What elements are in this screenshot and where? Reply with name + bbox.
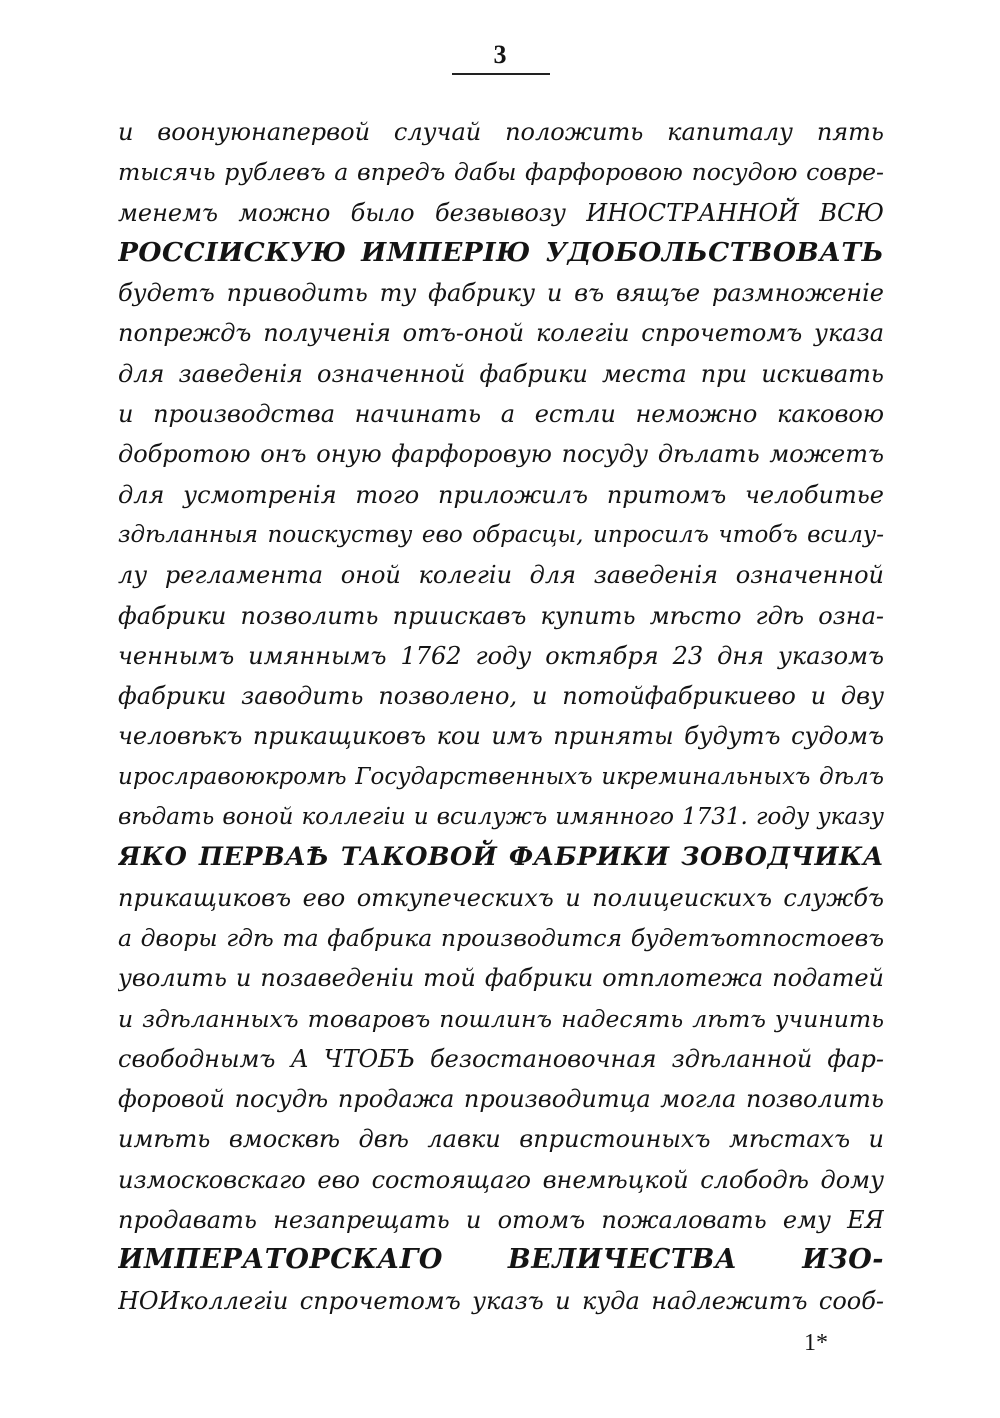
body-text xyxy=(118,112,884,1321)
text-line: менемъ можно было безвывозу ИНОСТРАННОЙ ВСЮ xyxy=(118,198,884,227)
text-line: тысячь рублевъ а впредъ дабы фарфоровою посудою совре- xyxy=(118,158,884,187)
text-line: будетъ приводить ту фабрику и въ вящъе размноженiе xyxy=(118,279,884,308)
text-line: форовой посудѣ продажа производитца могла позволить xyxy=(118,1085,884,1114)
text-line: здѣланныя поискуству ево обрасцы, ипросилъ чтобъ всилу- xyxy=(118,521,884,548)
text-line: ЯКО ПЕРВАѢ ТАКОВОЙ ФАБРИКИ ЗОВОДЧИКА xyxy=(118,842,884,873)
text-line: ирослравоюкромѣ Государственныхъ икреминальныхъ дѣлъ xyxy=(118,763,884,790)
text-line: лу регламента оной колегiи для заведенiя означенной xyxy=(118,561,884,590)
text-line: ченнымъ имяннымъ 1762 году октября 23 дня указомъ xyxy=(118,641,884,670)
text-line: добротою онъ оную фарфоровую посуду дѣлать можетъ xyxy=(118,440,884,469)
text-line: продавать незапрещать и отомъ пожаловать ему ЕЯ xyxy=(118,1206,884,1235)
header-rule xyxy=(452,73,550,75)
text-line: и здѣланныхъ товаровъ пошлинъ надесять лѣтъ учинить xyxy=(118,1004,884,1033)
text-line: фабрики заводить позволено, и потойфабрикиево и дву xyxy=(118,682,884,711)
text-line: для заведенiя означенной фабрики места при искивать xyxy=(118,359,884,388)
text-line: и воонуюнапервой случай положить капиталу пять xyxy=(118,118,884,146)
text-line: а дворы гдѣ та фабрика производится будетъотпостоевъ xyxy=(118,923,884,952)
signature-mark: 1* xyxy=(804,1330,828,1356)
text-line: для усмотренiя того приложилъ притомъ челобитье xyxy=(118,480,884,509)
text-line: фабрики позволить приискавъ купить мѣсто гдѣ озна- xyxy=(118,601,884,630)
text-line: НОИколлегiи спрочетомъ указъ и куда надлежитъ сооб- xyxy=(118,1286,884,1315)
text-line: вѣдать воной коллегiи и всилужъ имянного 1731. году указу xyxy=(118,804,884,831)
text-line: прикащиковъ ево откупеческихъ и полицеискихъ службъ xyxy=(118,883,884,912)
text-line: ИМПЕРАТОРСКАГО ВЕЛИЧЕСТВА ИЗО- xyxy=(118,1244,884,1276)
text-line: и производства начинать а естли неможно каковою xyxy=(118,400,884,429)
text-line: уволить и позаведенiи той фабрики отплотежа податей xyxy=(118,964,884,993)
text-line: попреждъ полученiя отъ-оной колегiи спрочетомъ указа xyxy=(118,319,884,348)
text-line: имѣть вмосквѣ двѣ лавки впристоиныхъ мѣстахъ и xyxy=(118,1125,884,1154)
text-line: РОССIИСКУЮ ИМПЕРIЮ УДОБОЛЬСТВОВАТЬ xyxy=(118,236,884,268)
text-line: человѣкъ прикащиковъ кои имъ приняты будутъ судомъ xyxy=(118,722,884,751)
text-line: измосковскаго ево состоящаго внемѣцкой слободѣ дому xyxy=(118,1165,884,1194)
text-line: свободнымъ А ЧТОБЪ безостановочная здѣланной фар- xyxy=(118,1044,884,1073)
page-number: 3 xyxy=(493,40,507,69)
